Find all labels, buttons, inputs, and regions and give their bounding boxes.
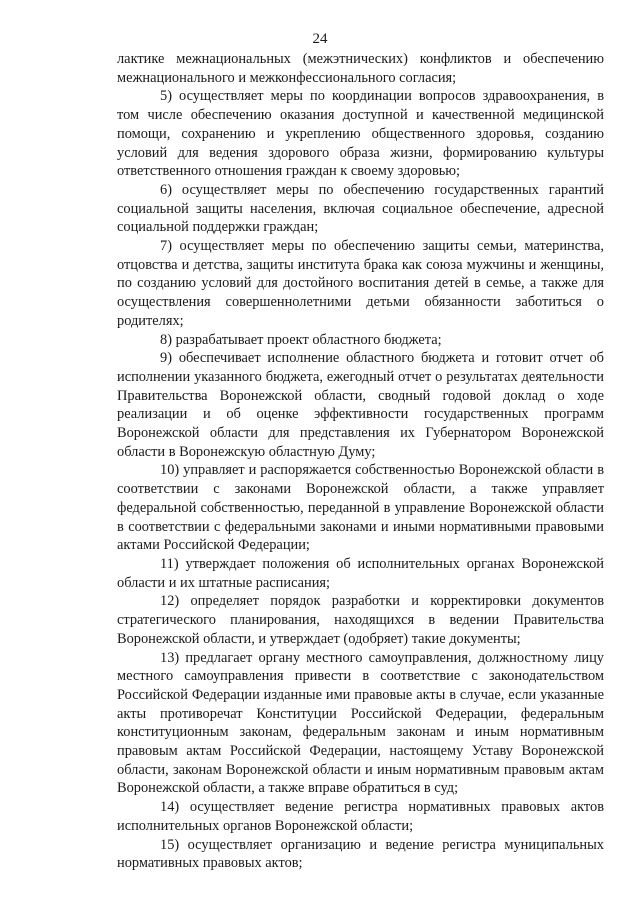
list-item-6: 6) осуществляет меры по обеспечению государственных гарантий социальной защиты населения, включая социальное обеспечение, адресной социальной поддержки граждан; bbox=[117, 181, 604, 236]
list-item-15: 15) осуществляет организацию и ведение регистра муниципальных нормативных правовых актов; bbox=[117, 836, 604, 872]
list-item-14: 14) осуществляет ведение регистра нормативных правовых актов исполнительных органов Воронежской области; bbox=[117, 799, 604, 834]
list-item-5: 5) осуществляет меры по координации вопросов здравоохранения, в том числе обеспечению оказания доступной и качественной медицинской помощи, сохранению и укреплению общественного здоровья, созданию условий для ведения здорового образа жизни, формированию культуры ответственного отношения граждан к своему здоровью; bbox=[117, 88, 604, 180]
list-item-8: 8) разрабатывает проект областного бюджета; bbox=[160, 331, 442, 348]
list-item-11: 11) утверждает положения об исполнительных органах Воронежской области и их штатные расписания; bbox=[117, 555, 604, 591]
list-item-7: 7) осуществляет меры по обеспечению защиты семьи, материнства, отцовства и детства, защиты института брака как союза мужчины и женщины, по созданию условий для достойного воспитания детей в семье, а также для осуществления совершеннолетними детьми обязанности заботиться о родителях; bbox=[117, 238, 604, 329]
list-item-10: 10) управляет и распоряжается собственностью Воронежской области в соответствии с законами Воронежской области, а также управляет федеральной собственностью, переданной в управление Воронежской области в соответствии с федеральными законами и иными нормативными правовыми актами Российской Федерации; bbox=[117, 462, 604, 554]
document-body bbox=[117, 50, 604, 873]
page-number: 24 bbox=[312, 31, 328, 47]
list-item-9: 9) обеспечивает исполнение областного бюджета и готовит отчет об исполнении указанного бюджета, ежегодный отчет о результатах деятельности Правительства Воронежской области, сводный годовой доклад о ходе реализации и об оценке эффективности государственных программ Воронежской области для представления их Губернатором Воронежской области в Воронежскую областную Думу; bbox=[117, 350, 604, 460]
list-item-13: 13) предлагает органу местного самоуправления, должностному лицу местного самоуправления привести в соответствие с законодательством Российской Федерации изданные ими правовые акты в случае, если указанные акты противоречат Конституции Российской Федерации, федеральным конституционным законам, федеральным законам и иным нормативным правовым актам Российской Федерации, настоящему Уставу Воронежской области, законам Воронежской области и иным нормативным правовым актам Воронежской области, а также вправе обратиться в суд; bbox=[117, 649, 604, 797]
paragraph-continuation: лактике межнациональных (межэтнических) конфликтов и обеспечению межнационального и межконфессионального согласия; bbox=[117, 51, 604, 86]
list-item-12: 12) определяет порядок разработки и корректировки документов стратегического планирования, находящихся в ведении Правительства Воронежской области, и утверждает (одобряет) такие документы; bbox=[117, 593, 604, 647]
